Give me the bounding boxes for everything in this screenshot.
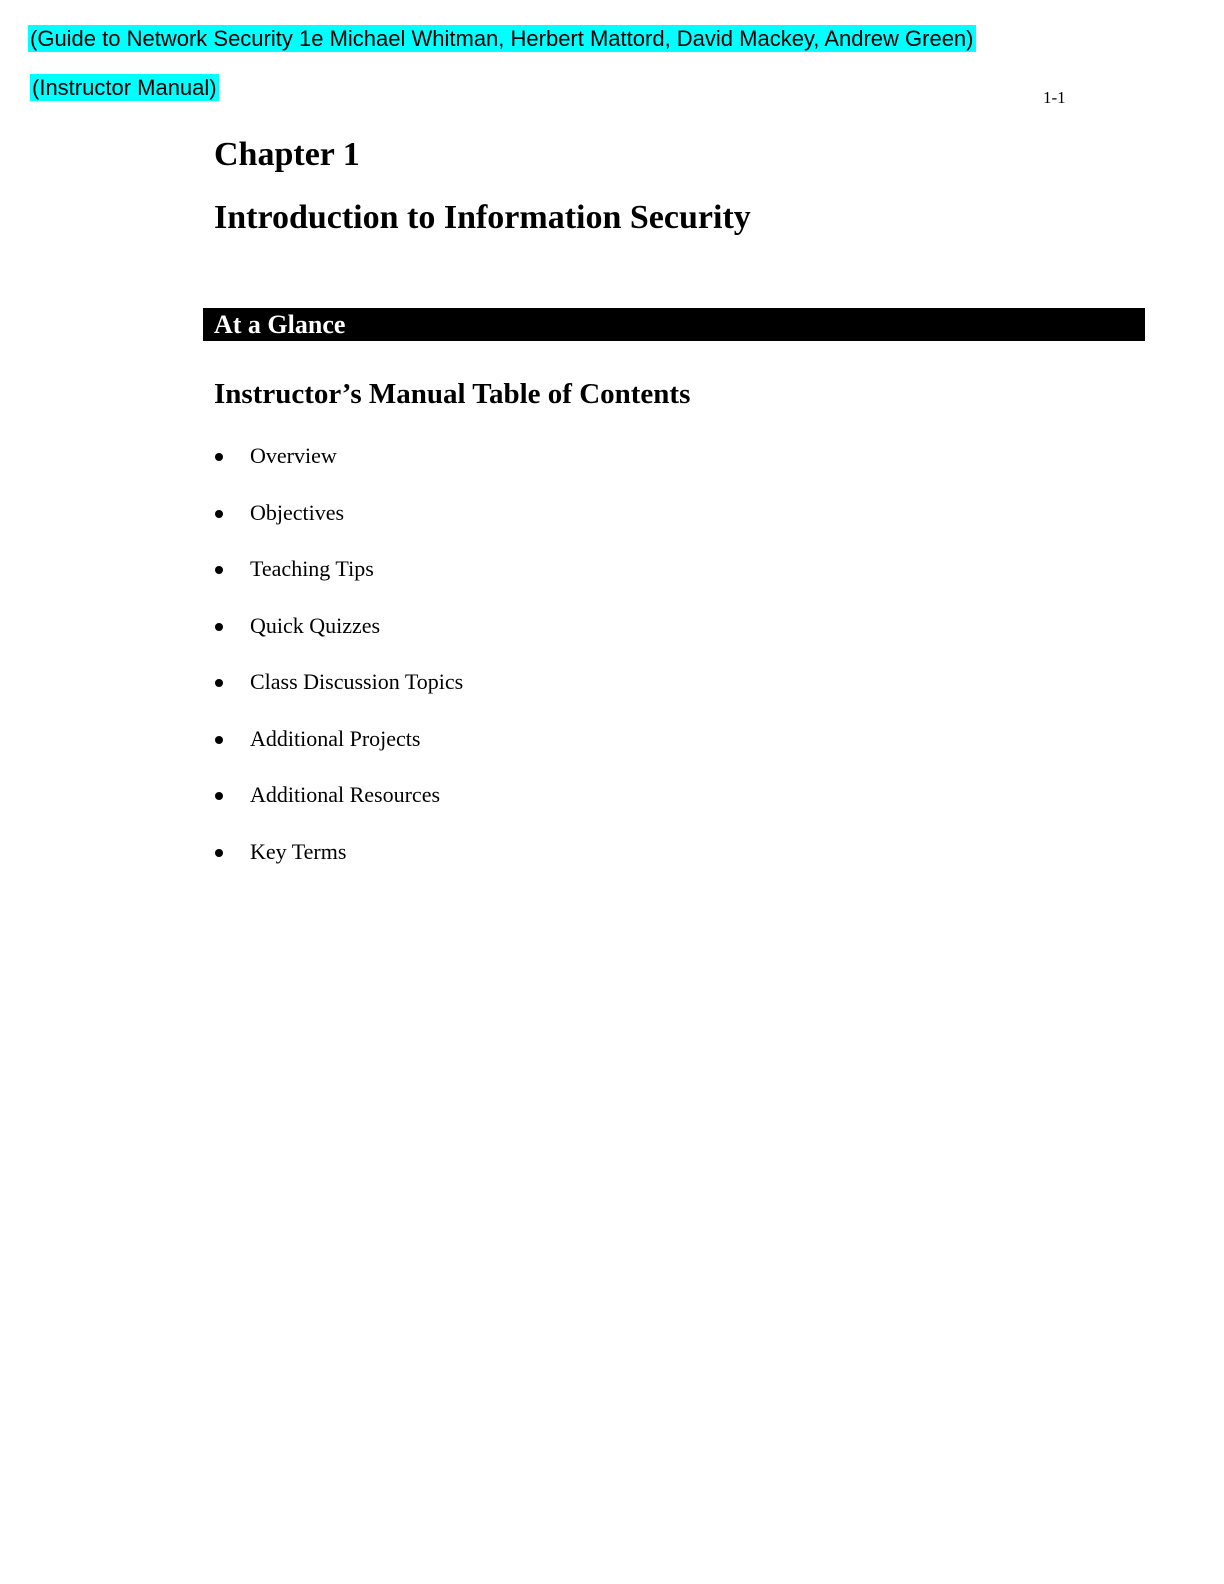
toc-item-label: Key Terms <box>250 838 347 864</box>
toc-item-label: Objectives <box>250 499 345 525</box>
bullet-icon <box>215 453 223 461</box>
toc-item-label: Additional Resources <box>250 782 441 807</box>
at-a-glance-label: At a Glance <box>214 310 346 339</box>
chapter-title: Introduction to Information Security <box>214 199 751 236</box>
page-number: 1-1 <box>1043 88 1066 107</box>
highlighted-book-title: (Guide to Network Security 1e Michael Whitman, Herbert Mattord, David Mackey, Andrew Green) <box>30 26 974 51</box>
at-a-glance-banner <box>203 308 1145 341</box>
bullet-icon <box>215 849 223 857</box>
highlighted-doc-type: (Instructor Manual) <box>32 75 217 100</box>
toc-item-label: Additional Projects <box>250 725 421 751</box>
chapter-number: Chapter 1 <box>214 136 360 173</box>
bullet-icon <box>215 736 223 744</box>
toc-item-label: Quick Quizzes <box>250 612 381 638</box>
bullet-icon <box>215 566 223 574</box>
bullet-icon <box>215 510 223 518</box>
toc-item-label: Overview <box>250 443 337 468</box>
bullet-icon <box>215 792 223 800</box>
toc-item-label: Class Discussion Topics <box>250 669 464 694</box>
bullet-icon <box>215 679 223 687</box>
toc-item-label: Teaching Tips <box>250 556 374 581</box>
bullet-icon <box>215 623 223 631</box>
toc-heading: Instructor’s Manual Table of Contents <box>214 378 691 410</box>
